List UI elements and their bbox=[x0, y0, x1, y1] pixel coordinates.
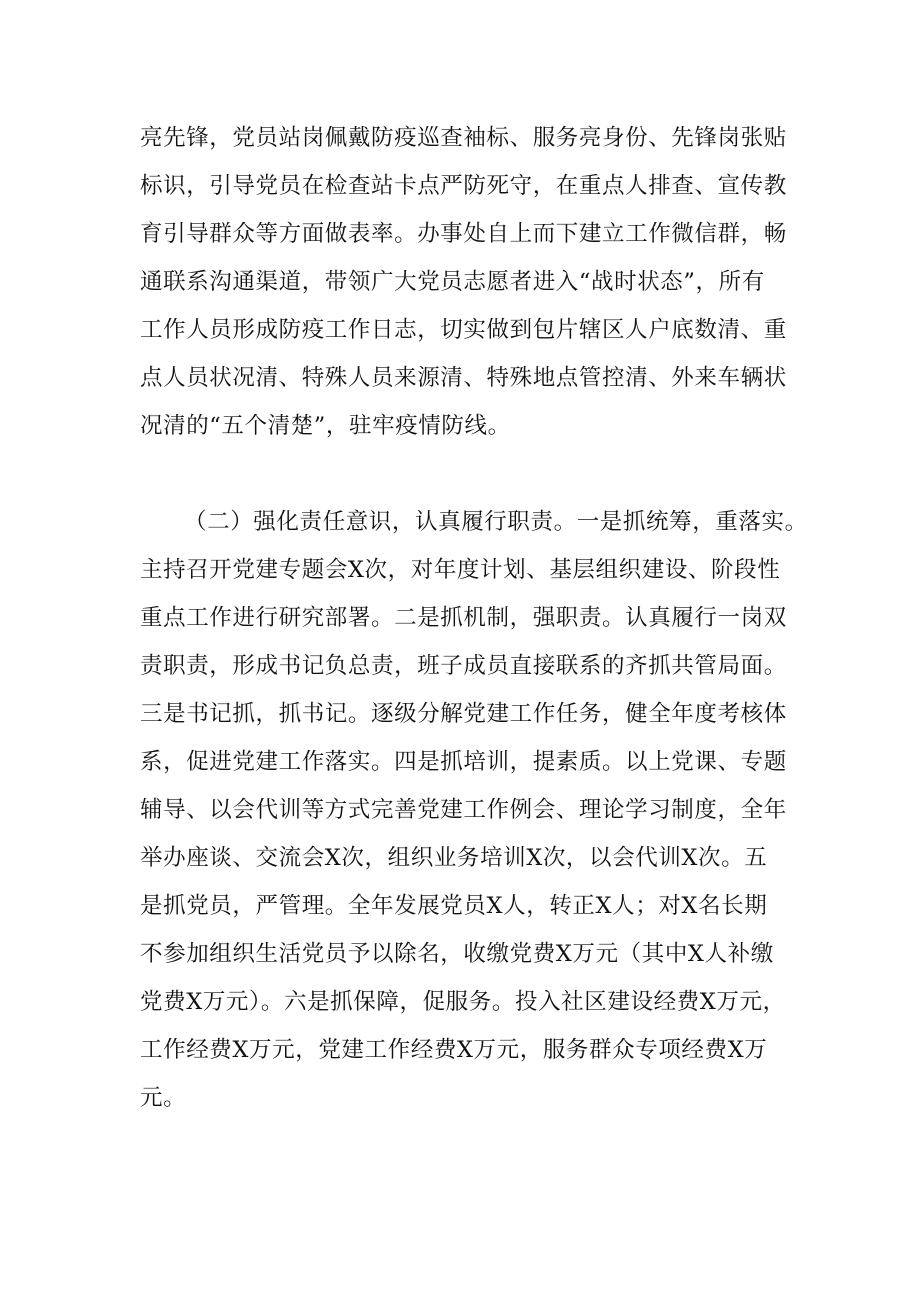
text-line: 不参加组织生活党员予以除名，收缴党费X万元（其中X人补缴 bbox=[140, 941, 774, 967]
text-line: 党费X万元）。六是抓保障，促服务。投入社区建设经费X万元， bbox=[140, 989, 786, 1015]
text-line: 标识，引导党员在检查站卡点严防死守，在重点人排查、宣传教 bbox=[140, 173, 787, 199]
text-line: 亮先锋，党员站岗佩戴防疫巡查袖标、服务亮身份、先锋岗张贴 bbox=[140, 125, 787, 151]
text-line: 系，促进党建工作落实。四是抓培训，提素质。以上党课、专题 bbox=[140, 749, 787, 775]
text-line: 主持召开党建专题会X次，对年度计划、基层组织建设、阶段性 bbox=[140, 557, 781, 583]
text-line: 举办座谈、交流会X次，组织业务培训X次，以会代训X次。五 bbox=[140, 845, 768, 871]
text-line: 三是书记抓，抓书记。逐级分解党建工作任务，健全年度考核体 bbox=[140, 701, 787, 727]
text-line: 点人员状况清、特殊人员来源清、特殊地点管控清、外来车辆状 bbox=[140, 365, 787, 391]
text-line: 况清的“五个清楚”，驻牢疫情防线。 bbox=[140, 413, 511, 439]
text-line: 重点工作进行研究部署。二是抓机制，强职责。认真履行一岗双 bbox=[140, 605, 787, 631]
text-line: （二）强化责任意识，认真履行职责。一是抓统筹，重落实。 bbox=[184, 509, 808, 535]
text-line: 育引导群众等方面做表率。办事处自上而下建立工作微信群，畅 bbox=[140, 221, 787, 247]
text-line: 责职责，形成书记负总责，班子成员直接联系的齐抓共管局面。 bbox=[140, 653, 787, 679]
text-line: 通联系沟通渠道，带领广大党员志愿者进入“战时状态”，所有 bbox=[140, 269, 765, 295]
text-line: 工作人员形成防疫工作日志，切实做到包片辖区人户底数清、重 bbox=[140, 317, 787, 343]
text-line: 工作经费X万元，党建工作经费X万元，服务群众专项经费X万 bbox=[140, 1037, 768, 1063]
text-line: 辅导、以会代训等方式完善党建工作例会、理论学习制度，全年 bbox=[140, 797, 787, 823]
text-line: 元。 bbox=[140, 1085, 187, 1111]
text-line: 是抓党员，严管理。全年发展党员X人，转正X人；对X名长期 bbox=[140, 893, 768, 919]
